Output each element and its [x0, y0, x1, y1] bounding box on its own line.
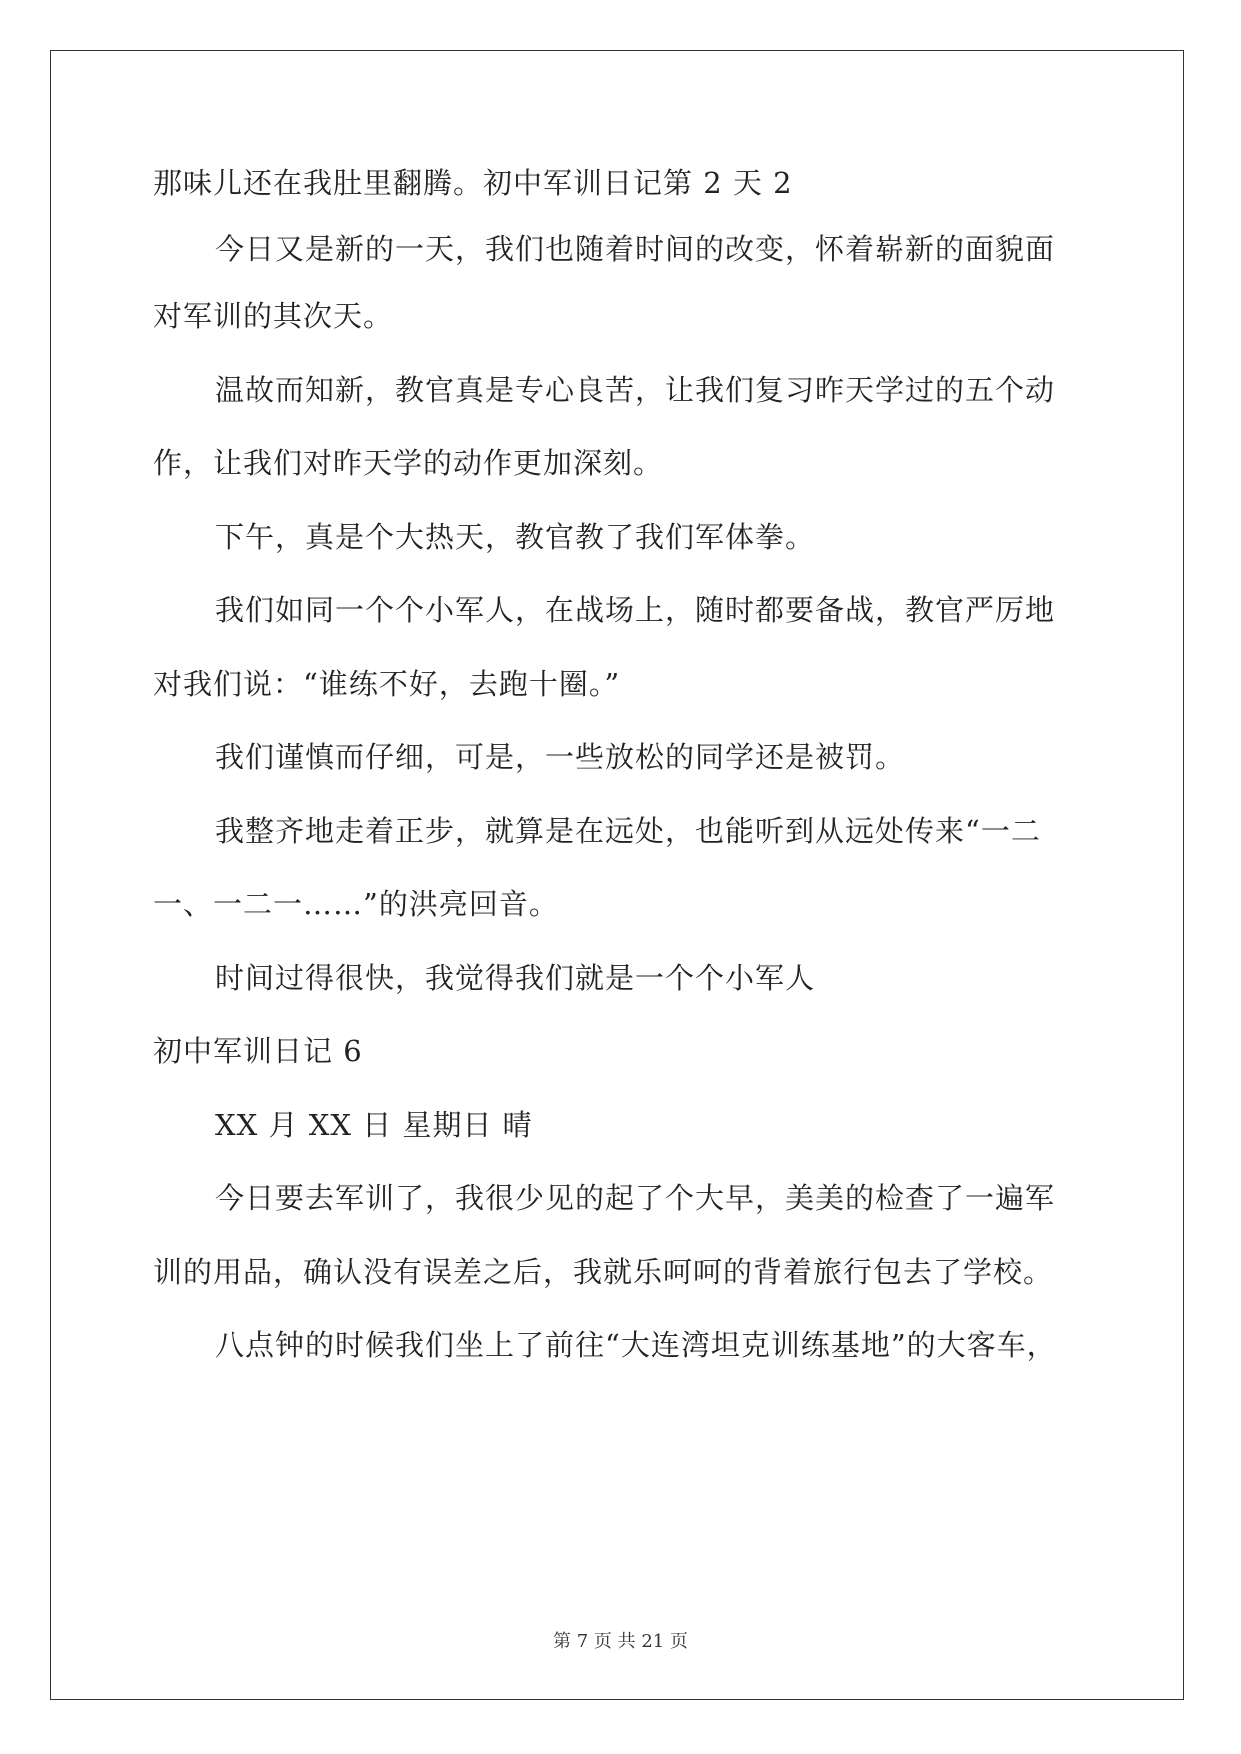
text-line: 作，让我们对昨天学的动作更加深刻。 [153, 446, 664, 480]
paragraph-line: 今日又是新的一天，我们也随着时间的改变，怀着崭新的面貌面 [215, 232, 1056, 266]
text-line: 对我们说：“谁练不好，去跑十圈。” [153, 667, 621, 701]
paragraph-line: 下午，真是个大热天，教官教了我们军体拳。 [215, 520, 816, 554]
paragraph-line: 温故而知新，教官真是专心良苦，让我们复习昨天学过的五个动 [215, 373, 1056, 407]
paragraph-line: 我整齐地走着正步，就算是在远处，也能听到从远处传来“一二 [215, 814, 1041, 848]
date-line: XX 月 XX 日 星期日 晴 [215, 1108, 533, 1142]
paragraph-line: 八点钟的时候我们坐上了前往“大连湾坦克训练基地”的大客车， [215, 1328, 1057, 1362]
paragraph-line: 今日要去军训了，我很少见的起了个大早，美美的检查了一遍军 [215, 1181, 1056, 1215]
text-line: 训的用品，确认没有误差之后，我就乐呵呵的背着旅行包去了学校。 [153, 1255, 1054, 1289]
text-line: 对军训的其次天。 [153, 299, 394, 333]
paragraph-line: 我们谨慎而仔细，可是，一些放松的同学还是被罚。 [215, 740, 906, 774]
paragraph-line: 我们如同一个个小军人，在战场上，随时都要备战，教官严厉地 [215, 593, 1056, 627]
text-line: 一、一二一……”的洪亮回音。 [153, 887, 559, 921]
page-number-footer: 第 7 页 共 21 页 [553, 1631, 688, 1652]
section-heading: 初中军训日记 6 [153, 1034, 363, 1068]
text-line: 那味儿还在我肚里翻腾。初中军训日记第 2 天 2 [153, 166, 793, 200]
paragraph-line: 时间过得很快，我觉得我们就是一个个小军人 [215, 961, 816, 995]
